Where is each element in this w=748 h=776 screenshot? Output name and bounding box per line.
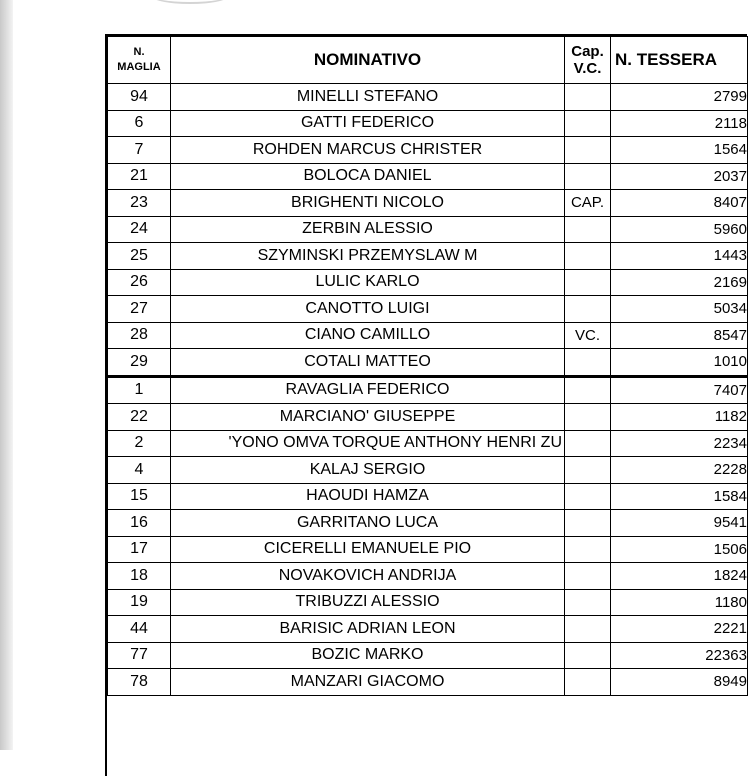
player-tessera: 1506	[611, 536, 748, 563]
player-number: 7	[108, 137, 171, 164]
player-number: 4	[108, 457, 171, 484]
player-name: TRIBUZZI ALESSIO	[171, 589, 565, 616]
player-captain-role	[565, 536, 611, 563]
player-number: 24	[108, 216, 171, 243]
player-number: 18	[108, 563, 171, 590]
player-tessera: 1824	[611, 563, 748, 590]
header-captain	[565, 37, 611, 84]
player-number: 19	[108, 589, 171, 616]
table-header-row	[108, 37, 748, 84]
player-number: 22	[108, 404, 171, 431]
player-name: ZERBIN ALESSIO	[171, 216, 565, 243]
player-captain-role: VC.	[565, 322, 611, 349]
roster-table	[107, 36, 748, 696]
player-name: NOVAKOVICH ANDRIJA	[171, 563, 565, 590]
table-row	[108, 190, 748, 217]
player-tessera: 1180	[611, 589, 748, 616]
player-number: 94	[108, 84, 171, 111]
player-captain-role	[565, 216, 611, 243]
player-tessera: 7407	[611, 376, 748, 404]
player-tessera: 8949	[611, 669, 748, 696]
player-captain-role	[565, 483, 611, 510]
player-number: 23	[108, 190, 171, 217]
table-row	[108, 457, 748, 484]
player-name: BARISIC ADRIAN LEON	[171, 616, 565, 643]
header-cap-line2: V.C.	[573, 60, 602, 77]
player-number: 26	[108, 269, 171, 296]
table-row	[108, 642, 748, 669]
player-number: 2	[108, 430, 171, 457]
table-row	[108, 216, 748, 243]
player-tessera: 1182	[611, 404, 748, 431]
table-row	[108, 430, 748, 457]
player-tessera: 2169	[611, 269, 748, 296]
player-tessera: 2118	[611, 110, 748, 137]
player-tessera: 9541	[611, 510, 748, 537]
header-name: NOMINATIVO	[171, 37, 565, 84]
player-number: 6	[108, 110, 171, 137]
table-row	[108, 589, 748, 616]
player-number: 29	[108, 349, 171, 377]
player-captain-role	[565, 404, 611, 431]
player-name: LULIC KARLO	[171, 269, 565, 296]
table-row	[108, 322, 748, 349]
player-number: 1	[108, 376, 171, 404]
player-tessera: 1010	[611, 349, 748, 377]
player-name: BOZIC MARKO	[171, 642, 565, 669]
player-name: COTALI MATTEO	[171, 349, 565, 377]
player-captain-role	[565, 669, 611, 696]
player-captain-role: CAP.	[565, 190, 611, 217]
player-name: SZYMINSKI PRZEMYSLAW M	[171, 243, 565, 270]
roster-body	[108, 84, 748, 696]
player-name: KALAJ SERGIO	[171, 457, 565, 484]
player-number: 27	[108, 296, 171, 323]
player-captain-role	[565, 642, 611, 669]
page-edge-shadow	[0, 0, 13, 750]
player-name: BOLOCA DANIEL	[171, 163, 565, 190]
player-name: CANOTTO LUIGI	[171, 296, 565, 323]
table-row	[108, 510, 748, 537]
player-tessera: 1564	[611, 137, 748, 164]
player-tessera: 5960	[611, 216, 748, 243]
table-row	[108, 269, 748, 296]
table-row	[108, 137, 748, 164]
header-tessera: N. TESSERA	[611, 37, 748, 84]
player-number: 44	[108, 616, 171, 643]
table-row	[108, 616, 748, 643]
player-number: 17	[108, 536, 171, 563]
player-captain-role	[565, 457, 611, 484]
top-arc-mark	[150, 0, 230, 4]
table-row	[108, 163, 748, 190]
player-number: 25	[108, 243, 171, 270]
player-captain-role	[565, 376, 611, 404]
header-number-line1: N.	[133, 46, 145, 58]
player-name: RAVAGLIA FEDERICO	[171, 376, 565, 404]
player-captain-role	[565, 269, 611, 296]
player-captain-role	[565, 563, 611, 590]
player-captain-role	[565, 296, 611, 323]
player-captain-role	[565, 137, 611, 164]
roster-sheet	[105, 34, 747, 776]
player-tessera: 2037	[611, 163, 748, 190]
player-tessera: 2228	[611, 457, 748, 484]
player-tessera: 22363	[611, 642, 748, 669]
player-name: CICERELLI EMANUELE PIO	[171, 536, 565, 563]
player-name: 'YONO OMVA TORQUE ANTHONY HENRI ZU	[171, 430, 565, 457]
player-name: MARCIANO' GIUSEPPE	[171, 404, 565, 431]
table-row	[108, 536, 748, 563]
player-tessera: 2234	[611, 430, 748, 457]
player-name: BRIGHENTI NICOLO	[171, 190, 565, 217]
table-row	[108, 563, 748, 590]
player-tessera: 8547	[611, 322, 748, 349]
player-number: 15	[108, 483, 171, 510]
table-row	[108, 669, 748, 696]
player-name: MINELLI STEFANO	[171, 84, 565, 111]
player-captain-role	[565, 510, 611, 537]
table-row	[108, 296, 748, 323]
player-captain-role	[565, 589, 611, 616]
table-row	[108, 376, 748, 404]
player-name: GARRITANO LUCA	[171, 510, 565, 537]
player-captain-role	[565, 84, 611, 111]
player-captain-role	[565, 430, 611, 457]
player-number: 16	[108, 510, 171, 537]
player-tessera: 5034	[611, 296, 748, 323]
player-tessera: 2221	[611, 616, 748, 643]
player-number: 28	[108, 322, 171, 349]
table-row	[108, 404, 748, 431]
player-name: CIANO CAMILLO	[171, 322, 565, 349]
player-name: HAOUDI HAMZA	[171, 483, 565, 510]
player-tessera: 8407	[611, 190, 748, 217]
player-captain-role	[565, 163, 611, 190]
player-name: MANZARI GIACOMO	[171, 669, 565, 696]
header-number-line2: MAGLIA	[117, 61, 161, 73]
player-captain-role	[565, 110, 611, 137]
table-row	[108, 243, 748, 270]
header-number	[108, 37, 171, 84]
player-tessera: 1443	[611, 243, 748, 270]
player-captain-role	[565, 616, 611, 643]
header-cap-line1: Cap.	[571, 43, 604, 60]
table-row	[108, 84, 748, 111]
player-captain-role	[565, 349, 611, 377]
player-name: GATTI FEDERICO	[171, 110, 565, 137]
player-number: 78	[108, 669, 171, 696]
player-number: 21	[108, 163, 171, 190]
table-row	[108, 110, 748, 137]
player-tessera: 1584	[611, 483, 748, 510]
player-captain-role	[565, 243, 611, 270]
player-name: ROHDEN MARCUS CHRISTER	[171, 137, 565, 164]
player-tessera: 2799	[611, 84, 748, 111]
table-row	[108, 349, 748, 377]
table-row	[108, 483, 748, 510]
player-number: 77	[108, 642, 171, 669]
